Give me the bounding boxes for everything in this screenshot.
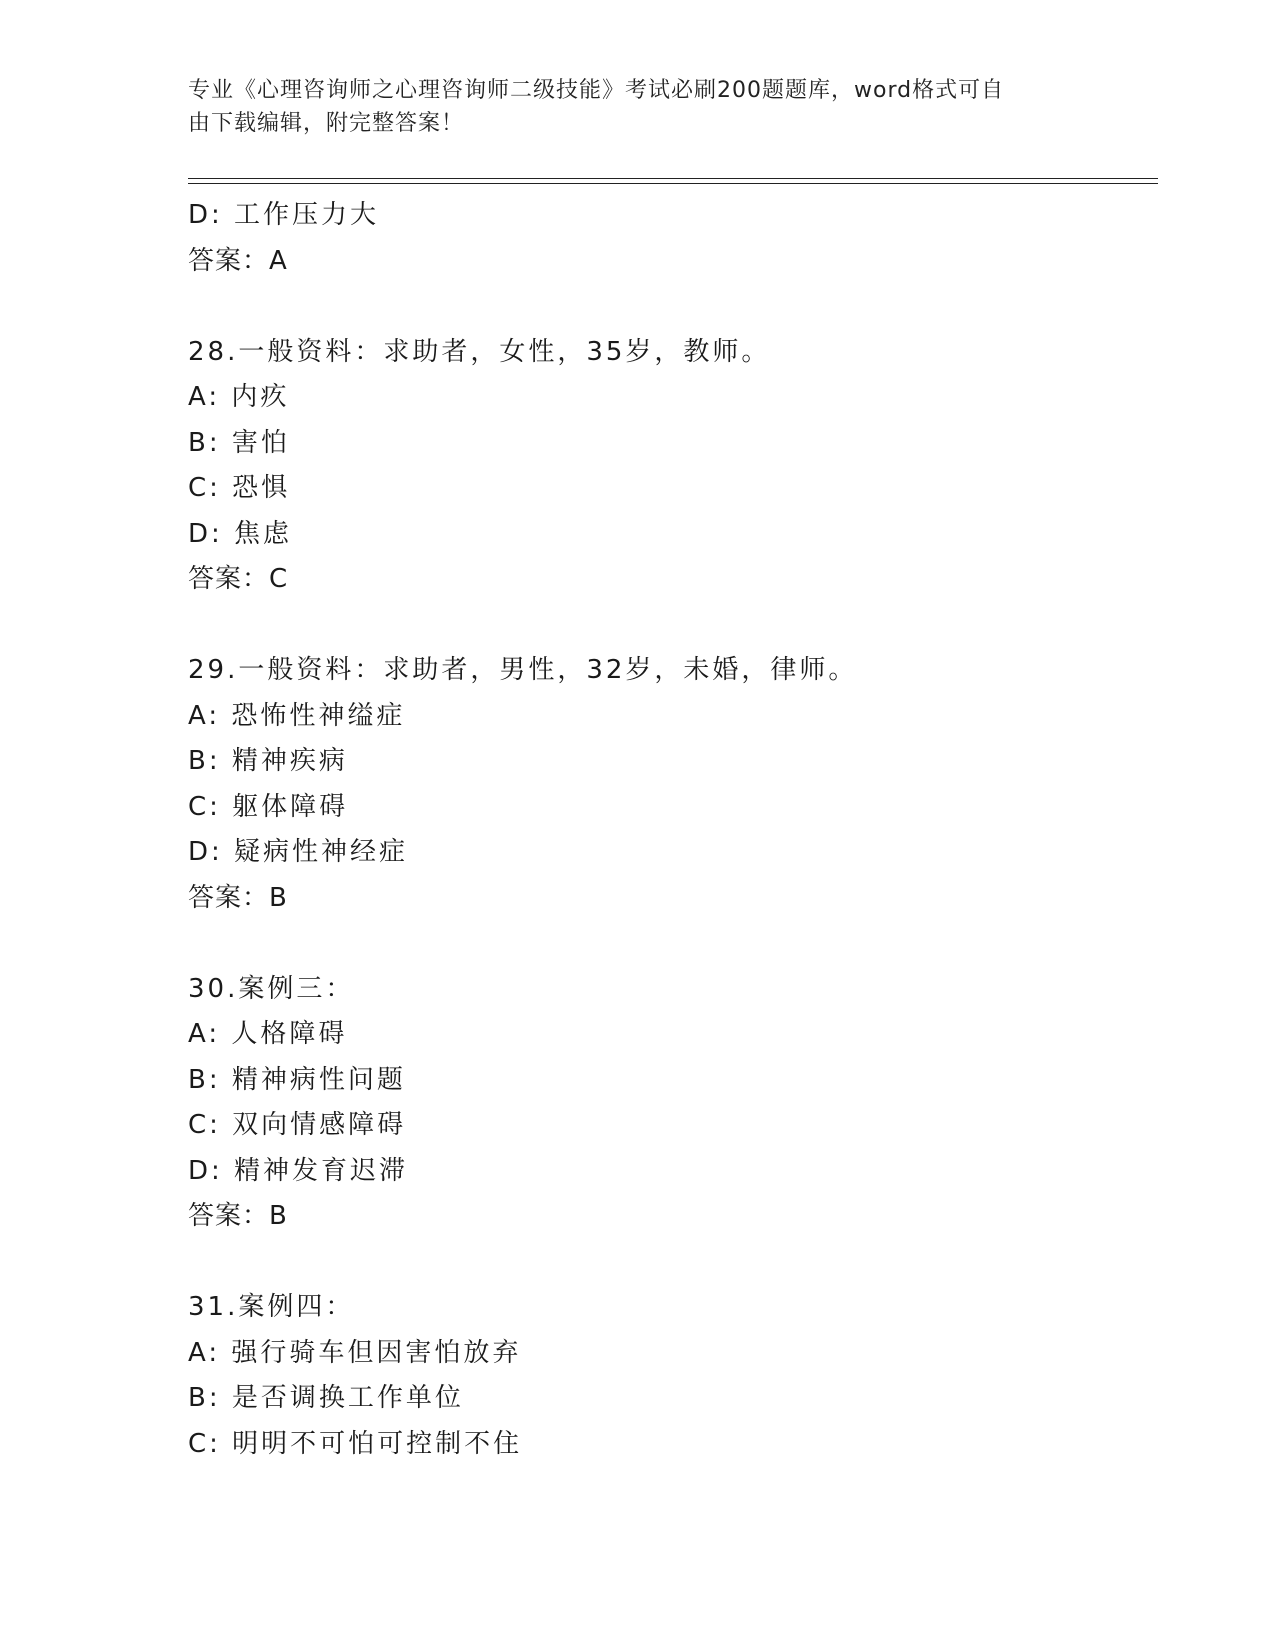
option-b: B: 害怕: [188, 427, 290, 458]
option-d: D: 疑病性神经症: [188, 837, 409, 867]
question-stem: 28.一般资料：求助者，女性，35岁，教师。: [188, 336, 771, 367]
option-d: D: 焦虑: [188, 518, 293, 549]
spacer: [188, 284, 1148, 330]
question-list: [188, 193, 1148, 1467]
option-a: A: 人格障碍: [188, 1019, 348, 1049]
option-a: A: 恐怖性神缢症: [188, 700, 406, 731]
document-header: [188, 74, 1088, 140]
option-c: C: 躯体障碍: [188, 791, 349, 822]
spacer: [188, 1240, 1148, 1286]
question-stem: 30.案例三：: [188, 973, 355, 1004]
option-c: C: 恐惧: [188, 473, 291, 503]
header-divider-bottom: [188, 183, 1158, 184]
header-line-1: 专业《心理咨询师之心理咨询师二级技能》考试必刷200题题库，word格式可自: [188, 78, 1005, 103]
question-stem: 29.一般资料：求助者，男性，32岁，未婚，律师。: [188, 655, 858, 685]
header-divider-top: [188, 178, 1158, 179]
option-a: A: 内疚: [188, 382, 290, 412]
spacer: [188, 921, 1148, 967]
option-b: B: 精神疾病: [188, 746, 348, 776]
option-d: D: 精神发育迟滞: [188, 1155, 409, 1186]
option-b: B: 是否调换工作单位: [188, 1383, 464, 1413]
answer-line: 答案：C: [188, 564, 289, 594]
option-a: A: 强行骑车但因害怕放弃: [188, 1337, 522, 1368]
spacer: [188, 603, 1148, 649]
answer-line: 答案：B: [188, 1201, 288, 1231]
answer-line: 答案：B: [188, 882, 288, 913]
option-b: B: 精神病性问题: [188, 1064, 406, 1095]
answer-line: 答案：A: [188, 245, 288, 276]
question-stem: 31.案例四：: [188, 1292, 355, 1322]
header-line-2: 由下载编辑，附完整答案！: [188, 111, 465, 136]
option-c: C: 明明不可怕可控制不住: [188, 1428, 523, 1459]
option-c: C: 双向情感障碍: [188, 1110, 407, 1140]
option-d: D: 工作压力大: [188, 200, 380, 230]
